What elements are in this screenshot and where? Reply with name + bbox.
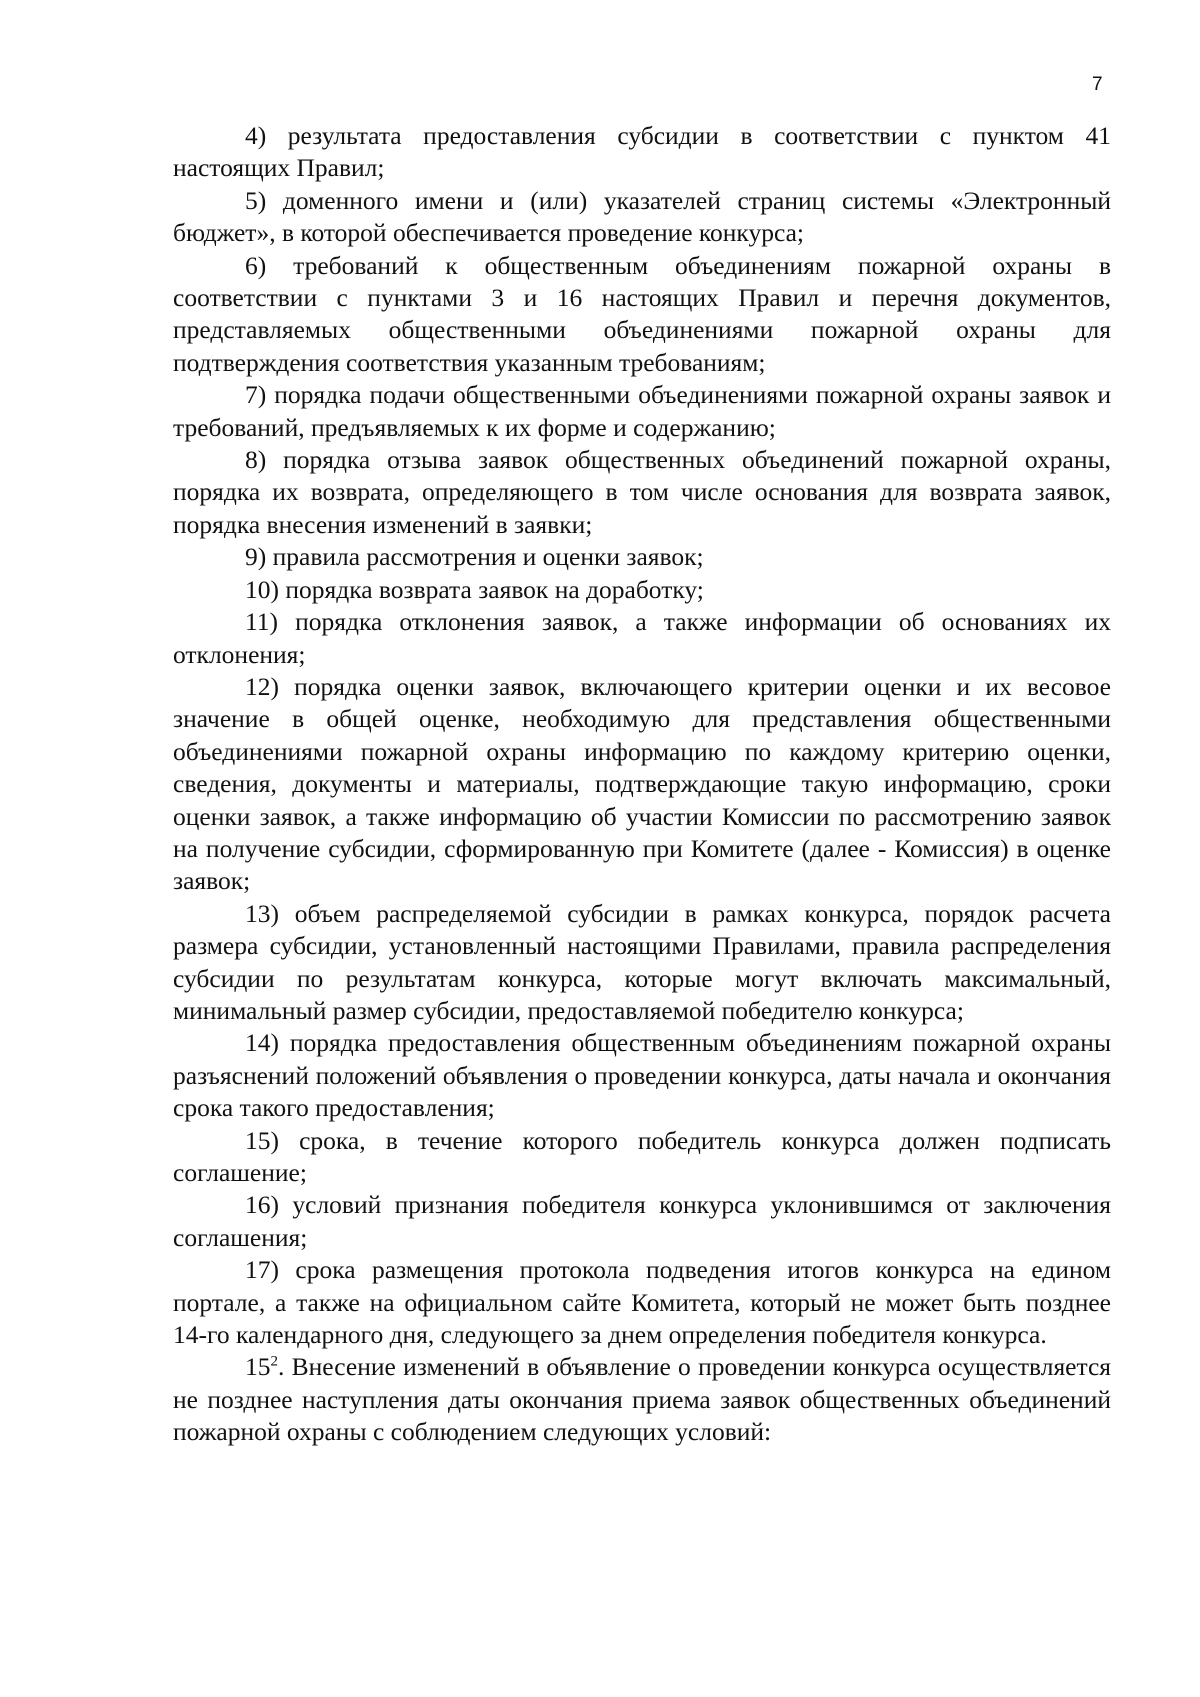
paragraph-text: . Внесение изменений в объявление о проведении конкурса осуществляется не позднее наступления даты окончания приема заявок общественных объединений пожарной охраны с соблюдением следующих условий: [173, 1352, 1111, 1447]
list-item-4: 4) результата предоставления субсидии в соответствии с пунктом 41 настоящих Правил; [173, 121, 1111, 183]
list-item-16: 16) условий признания победителя конкурса уклонившимся от заключения соглашения; [173, 1190, 1111, 1252]
list-item-15: 15) срока, в течение которого победитель конкурса должен подписать соглашение; [173, 1125, 1111, 1187]
list-item-11: 11) порядка отклонения заявок, а также информации об основаниях их отклонения; [173, 607, 1111, 669]
paragraph-number-superscript: 2 [270, 1353, 278, 1370]
paragraph-number: 15 [245, 1352, 271, 1382]
list-item-7: 7) порядка подачи общественными объединениями пожарной охраны заявок и требований, предъявляемых к их форме и содержанию; [173, 380, 1111, 442]
document-body [173, 120, 1111, 1449]
list-item-6: 6) требований к общественным объединениям пожарной охраны в соответствии с пунктами 3 и 16 настоящих Правил и перечня документов, представляемых общественными объединениями пожарной охраны для подтверждения соответствия указанным требованиям; [173, 250, 1111, 377]
paragraph-15-2 [173, 1351, 1111, 1448]
list-item-14: 14) порядка предоставления общественным объединениям пожарной охраны разъяснений положений объявления о проведении конкурса, даты начала и окончания срока такого предоставления; [173, 1028, 1111, 1123]
list-item-8: 8) порядка отзыва заявок общественных объединений пожарной охраны, порядка их возврата, определяющего в том числе основания для возврата заявок, порядка внесения изменений в заявки; [173, 445, 1111, 539]
list-item-12: 12) порядка оценки заявок, включающего критерии оценки и их весовое значение в общей оценке, необходимую для представления общественными объединениями пожарной охраны информацию по каждому критерию оценки, сведения, документы и материалы, подтверждающие такую информацию, сроки оценки заявок, а также информацию об участии Комиссии по рассмотрению заявок на получение субсидии, сформированную при Комитете (далее - Комиссия) в оценке заявок; [173, 671, 1111, 896]
page-number: 7 [1092, 74, 1103, 95]
list-item-9: 9) правила рассмотрения и оценки заявок; [245, 542, 704, 572]
list-item-17: 17) срока размещения протокола подведения итогов конкурса на едином портале, а также на официальном сайте Комитета, который не может быть позднее 14-го календарного дня, следующего за днем определения победителя конкурса. [173, 1255, 1111, 1350]
list-item-10: 10) порядка возврата заявок на доработку; [245, 574, 704, 604]
list-item-5: 5) доменного имени и (или) указателей страниц системы «Электронный бюджет», в которой обеспечивается проведение конкурса; [173, 185, 1111, 248]
list-item-13: 13) объем распределяемой субсидии в рамках конкурса, порядок расчета размера субсидии, установленный настоящими Правилами, правила распределения субсидии по результатам конкурса, которые могут включать максимальный, минимальный размер субсидии, предоставляемой победителю конкурса; [173, 898, 1111, 1025]
